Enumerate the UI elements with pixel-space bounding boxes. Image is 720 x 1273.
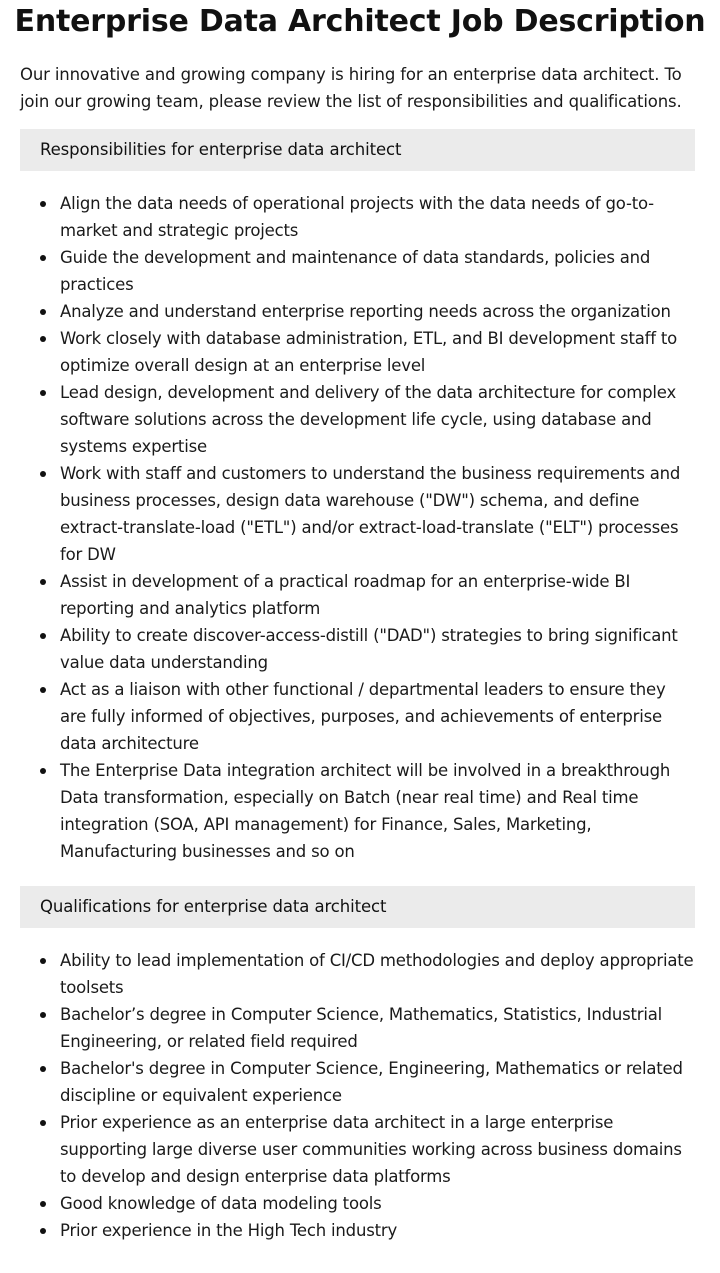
list-item	[40, 325, 695, 379]
qualifications-list	[40, 947, 695, 1244]
intro-paragraph: Our innovative and growing company is hiring for an enterprise data architect. To join our growing team, please review the list of responsibilities and qualifications.	[20, 65, 682, 111]
list-item-text: Ability to lead implementation of CI/CD methodologies and deploy appropriate toolsets	[60, 951, 694, 997]
list-item-text: Work with staff and customers to understand the business requirements and business processes, design data warehouse ("DW") schema, and define extract-translate-load ("ETL") and/or extract-load-translate ("ELT") processes for DW	[60, 464, 681, 564]
bullet-icon	[40, 579, 46, 585]
list-item-text: Prior experience as an enterprise data architect in a large enterprise supporting large diverse user communities working across business domains to develop and design enterprise data platforms	[60, 1113, 682, 1186]
list-item-text: Analyze and understand enterprise reporting needs across the organization	[60, 302, 671, 321]
bullet-icon	[40, 336, 46, 342]
bullet-icon	[40, 255, 46, 261]
list-item-text: Work closely with database administration, ETL, and BI development staff to optimize overall design at an enterprise level	[60, 329, 678, 375]
list-item-text: Act as a liaison with other functional / departmental leaders to ensure they are fully informed of objectives, purposes, and achievements of enterprise data architecture	[60, 680, 666, 753]
qualifications-heading: Qualifications for enterprise data architect	[20, 886, 695, 928]
list-item-text: Guide the development and maintenance of data standards, policies and practices	[60, 248, 651, 294]
bullet-icon	[40, 633, 46, 639]
bullet-icon	[40, 201, 46, 207]
list-item-text: Good knowledge of data modeling tools	[60, 1194, 382, 1213]
bullet-icon	[40, 471, 46, 477]
list-item	[40, 1055, 695, 1109]
list-item	[40, 1217, 695, 1244]
bullet-icon	[40, 309, 46, 315]
list-item-text: Bachelor's degree in Computer Science, Engineering, Mathematics or related discipline or equivalent experience	[60, 1059, 683, 1105]
bullet-icon	[40, 768, 46, 774]
page-title: Enterprise Data Architect Job Description	[14, 4, 706, 39]
list-item	[40, 568, 695, 622]
list-item	[40, 1190, 695, 1217]
list-item-text: Assist in development of a practical roadmap for an enterprise-wide BI reporting and analytics platform	[60, 572, 631, 618]
list-item-text: Align the data needs of operational projects with the data needs of go-to-market and strategic projects	[60, 194, 654, 240]
list-item	[40, 190, 695, 244]
bullet-icon	[40, 1066, 46, 1072]
bullet-icon	[40, 958, 46, 964]
list-item	[40, 379, 695, 460]
list-item-text: Bachelor’s degree in Computer Science, Mathematics, Statistics, Industrial Engineering, or related field required	[60, 1005, 663, 1051]
list-item	[40, 622, 695, 676]
list-item	[40, 460, 695, 568]
list-item	[40, 1001, 695, 1055]
bullet-icon	[40, 687, 46, 693]
bullet-icon	[40, 1201, 46, 1207]
list-item-text: The Enterprise Data integration architect will be involved in a breakthrough Data transformation, especially on Batch (near real time) and Real time integration (SOA, API management) for Finance, Sales, Marketing, Manufacturing businesses and so on	[60, 761, 671, 861]
list-item	[40, 1109, 695, 1190]
list-item-text: Prior experience in the High Tech industry	[60, 1221, 398, 1240]
responsibilities-list	[40, 190, 695, 865]
bullet-icon	[40, 390, 46, 396]
bullet-icon	[40, 1228, 46, 1234]
list-item	[40, 757, 695, 865]
list-item	[40, 244, 695, 298]
bullet-icon	[40, 1012, 46, 1018]
list-item-text: Ability to create discover-access-distill ("DAD") strategies to bring significant value data understanding	[60, 626, 678, 672]
responsibilities-heading: Responsibilities for enterprise data architect	[20, 129, 695, 171]
list-item	[40, 947, 695, 1001]
list-item	[40, 298, 695, 325]
list-item	[40, 676, 695, 757]
bullet-icon	[40, 1120, 46, 1126]
list-item-text: Lead design, development and delivery of the data architecture for complex software solutions across the development life cycle, using database and systems expertise	[60, 383, 677, 456]
